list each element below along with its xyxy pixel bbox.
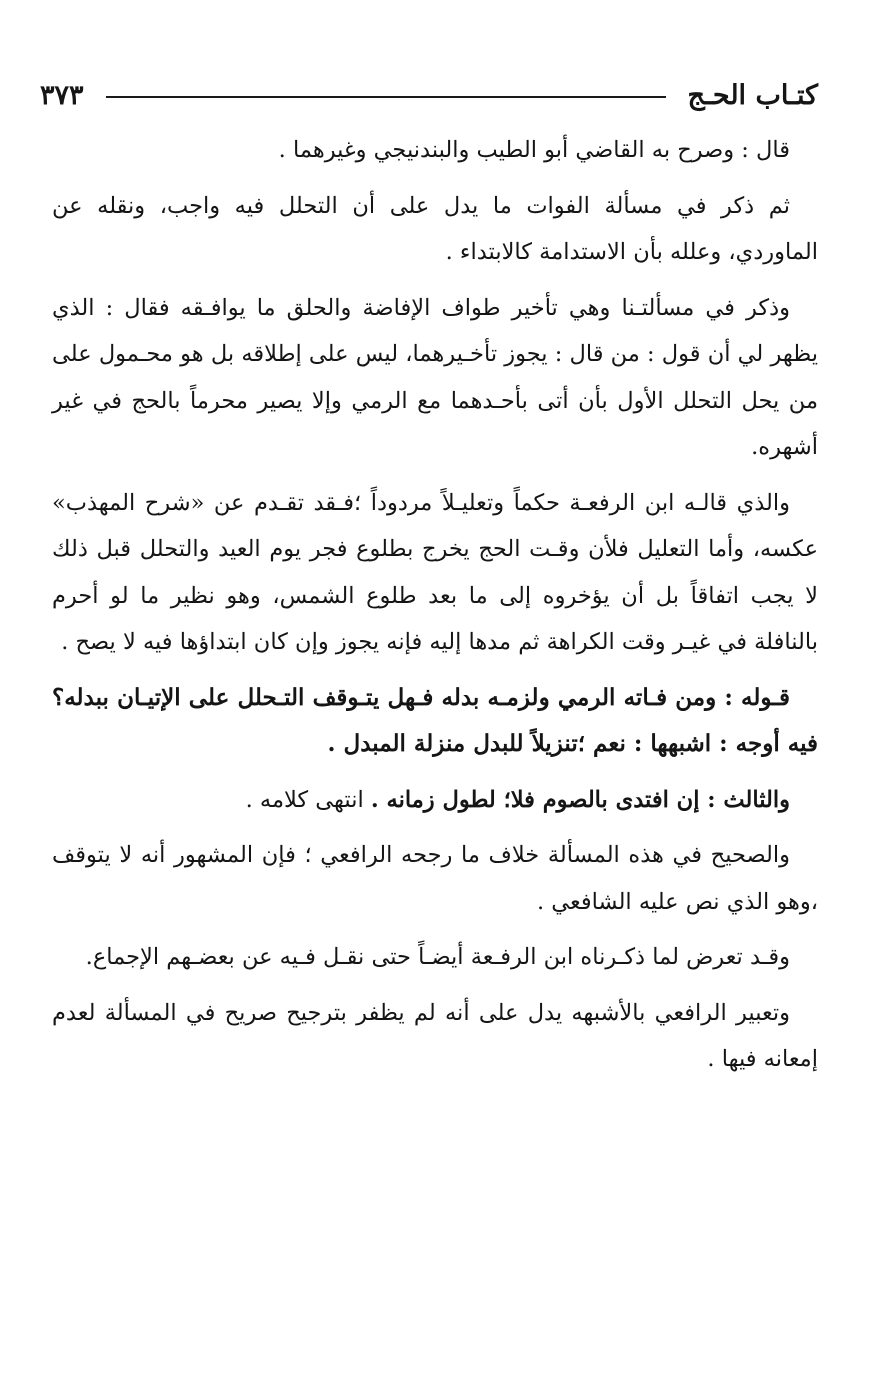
paragraph: والصحيح في هذه المسألة خلاف ما رجحه الرافعي ؛ فإن المشهور أنه لا يتوقف ،وهو الذي نص عليه الشافعي . [52, 842, 818, 915]
quoted-statement-third: والثالث : إن افتدى بالصوم فلا؛ لطول زمانه . [370, 786, 790, 813]
quoted-statement: قـوله : ومن فـاته الرمي ولزمـه بدله فـهل يتـوقف التـحلل على الإتيـان ببدله؟ فيه أوجه : اشبهها : نعم ؛تنزيلاً للبدل منزلة المبدل . [52, 683, 818, 757]
header-rule [106, 96, 666, 98]
running-header [40, 72, 818, 118]
paragraph [52, 777, 818, 824]
page-number: ٣٧٣ [40, 79, 84, 111]
paragraph: ثم ذكر في مسألة الفوات ما يدل على أن التحلل فيه واجب، ونقله عن الماوردي، وعلله بأن الاستدامة كالابتداء . [52, 192, 818, 265]
book-title: كتـاب الحـج [687, 79, 818, 111]
paragraph: قال : وصرح به القاضي أبو الطيب والبندنيجي وغيرهما . [278, 137, 790, 163]
paragraph: والذي قالـه ابن الرفعـة حكماً وتعليـلاً مردوداً ؛فـقد تقـدم عن «شرح المهذب» عكسه، وأما التعليل فلأن وقـت الحج يخرج بطلوع فجر يوم العيد والتحلل قبل ذلك لا يجب اتفاقاً بل أن يؤخروه إلى ما بعد طلوع الشمس، وهو نظير ما لو أحرم بالنافلة في غيـر وقت الكراهة ثم مدها إليه فإنه يجوز وإن كان ابتداؤها فيه لا يصح . [52, 489, 818, 655]
paragraph: وقـد تعرض لما ذكـرناه ابن الرفـعة أيضـاً حتى نقـل فـيه عن بعضـهم الإجماع. [85, 944, 790, 970]
paragraph: وذكر في مسألتـنا وهي تأخير طواف الإفاضة والحلق ما يوافـقه فقال : الذي يظهر لي أن قول : من قال : يجوز تأخـيرهما، ليس على إطلاقه بل هو محـمول على من يحل التحلل الأول بأن أتى بأحـدهما مع الرمي وإلا يصير محرماً بالحج في غير أشهره. [52, 294, 818, 460]
paragraph-tail: انتهى كلامه . [245, 786, 371, 813]
body-text [52, 127, 818, 1092]
paragraph: وتعبير الرافعي بالأشبهه يدل على أنه لم يظفر بترجيح صريح في المسألة لعدم إمعانه فيها . [52, 999, 818, 1072]
